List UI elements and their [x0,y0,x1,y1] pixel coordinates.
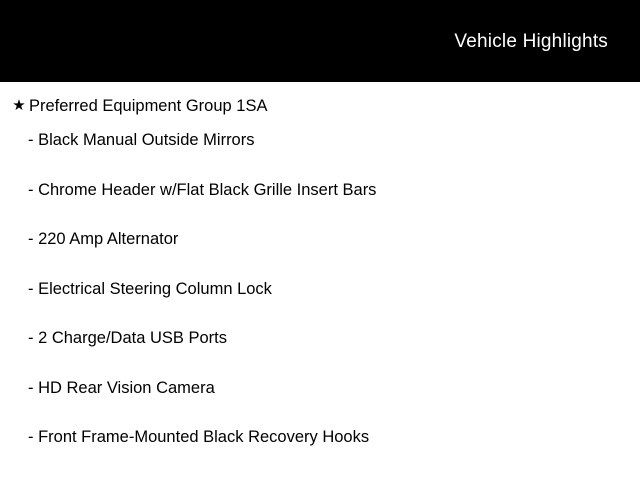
feature-label: - HD Rear Vision Camera [28,378,215,397]
list-item [0,179,640,229]
list-item [0,377,640,427]
list-item [0,129,640,179]
feature-label: - Chrome Header w/Flat Black Grille Insert Bars [28,180,377,199]
header-bar [0,0,640,82]
list-item [0,426,640,476]
feature-label: - 220 Amp Alternator [28,230,179,248]
list-item [0,327,640,377]
list-item [0,228,640,278]
feature-label: - Black Manual Outside Mirrors [28,131,255,149]
page-title: Vehicle Highlights [454,30,608,52]
feature-label: - Electrical Steering Column Lock [28,279,272,298]
feature-label: - 2 Charge/Data USB Ports [28,329,227,347]
list-item [0,278,640,328]
equipment-group-row [0,95,640,129]
star-icon: ★ [12,97,26,114]
highlights-content [0,82,640,480]
feature-label: - Front Frame-Mounted Black Recovery Hooks [28,428,370,446]
equipment-group-label: Preferred Equipment Group 1SA [29,97,268,115]
